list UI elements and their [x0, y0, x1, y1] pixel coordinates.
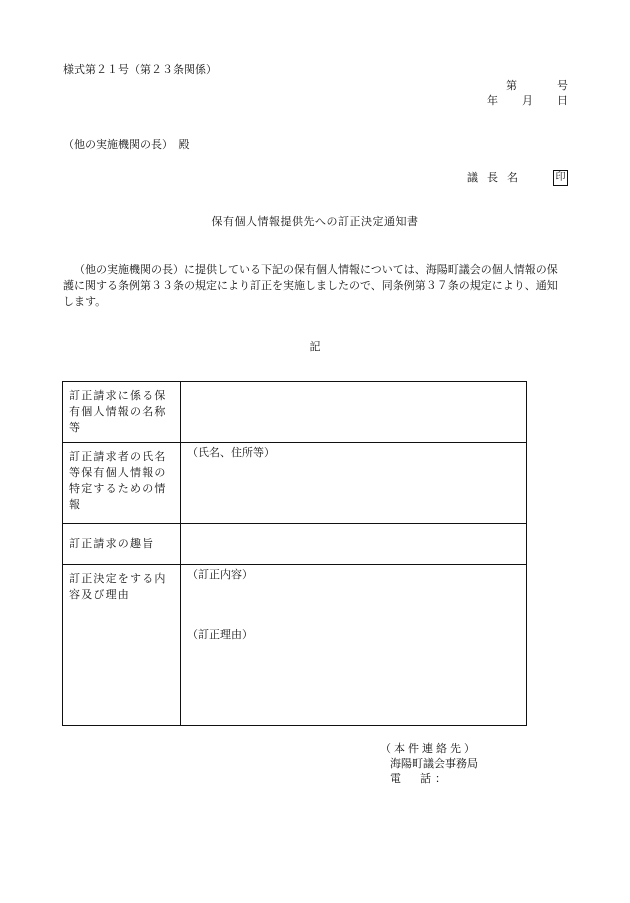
row-value	[181, 565, 527, 726]
info-table	[62, 381, 527, 726]
date-line	[487, 94, 568, 108]
value-note: （訂正内容）	[187, 568, 253, 581]
addressee: （他の実施機関の長） 殿	[63, 138, 190, 151]
table-row	[63, 565, 527, 726]
number-label-go: 号	[557, 79, 568, 92]
row-value	[181, 524, 527, 565]
date-month: 月	[522, 94, 533, 107]
date-day: 日	[557, 94, 568, 107]
contact-block	[380, 741, 478, 786]
seal-mark: 印	[553, 170, 568, 186]
form-number: 様式第２１号（第２３条関係）	[63, 63, 217, 76]
sender-block	[467, 170, 568, 186]
row-value	[181, 382, 527, 443]
table-row	[63, 524, 527, 565]
row-label: 訂正請求に係る保有個人情報の名称等	[63, 382, 181, 443]
row-label: 訂正決定をする内容及び理由	[63, 565, 181, 726]
row-value	[181, 443, 527, 524]
body-text: （他の実施機関の長）に提供している下記の保有個人情報については、海陽町議会の個人情報の保護に関する条例第３３条の規定により訂正を実施しましたので、同条例第３７条の規定により、通知します。	[63, 263, 558, 308]
row-label: 訂正請求者の氏名等保有個人情報の特定するための情報	[63, 443, 181, 524]
value-note: （氏名、住所等）	[187, 446, 275, 459]
ki-marker: 記	[309, 340, 321, 353]
contact-office: 海陽町議会事務局	[390, 757, 478, 770]
date-year: 年	[487, 94, 498, 107]
table-row	[63, 443, 527, 524]
value-note: （訂正理由）	[187, 628, 253, 641]
contact-heading: （本件連絡先）	[380, 742, 478, 755]
row-label: 訂正請求の趣旨	[63, 524, 181, 565]
contact-phone: 電 話：	[390, 772, 450, 785]
number-label-dai: 第	[506, 79, 517, 92]
sender-title: 議長名	[467, 171, 527, 184]
document-title: 保有個人情報提供先への訂正決定通知書	[211, 215, 419, 228]
table-row	[63, 382, 527, 443]
date-block	[487, 79, 568, 108]
document-number-line	[487, 79, 568, 93]
